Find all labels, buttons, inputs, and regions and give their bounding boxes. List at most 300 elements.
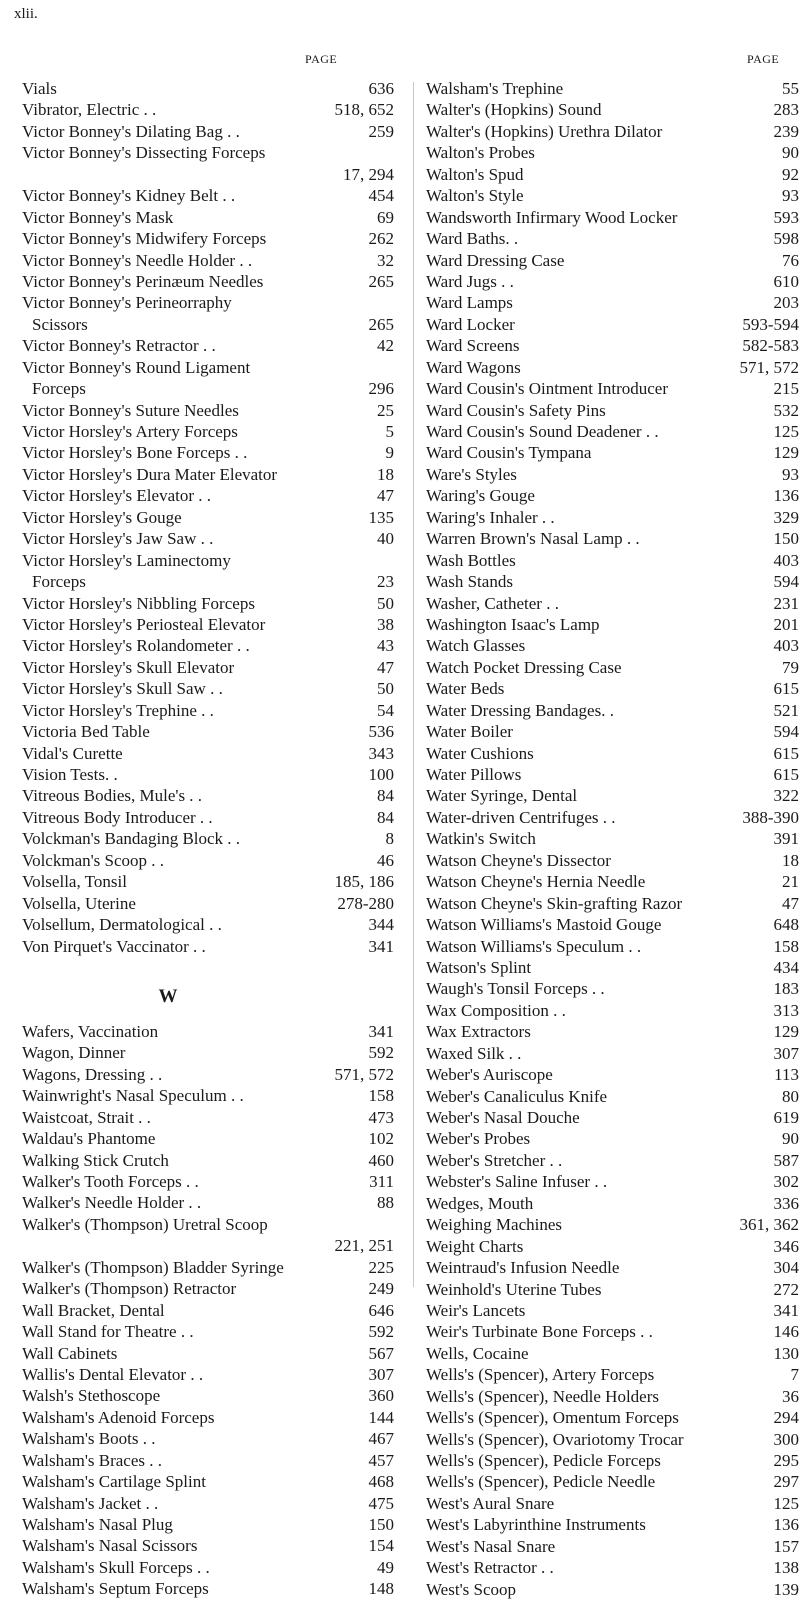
entry-name: Water Dressing Bandages. . — [426, 700, 614, 720]
index-entry — [22, 1321, 394, 1342]
index-entry — [22, 571, 394, 592]
entry-page-number: 475 — [368, 1493, 394, 1513]
index-entry — [22, 550, 394, 571]
index-entry — [22, 164, 394, 185]
entry-name: Walton's Style — [426, 186, 524, 206]
index-entry — [22, 1128, 394, 1149]
index-entry — [22, 721, 394, 742]
entry-name: Victor Horsley's Nibbling Forceps — [22, 593, 255, 613]
entry-page-number: 278-280 — [337, 893, 394, 913]
index-entry — [426, 893, 799, 914]
index-entry — [426, 1429, 799, 1450]
entry-page-number: 587 — [773, 1150, 799, 1170]
entry-page-number: 88 — [377, 1193, 394, 1213]
entry-name: Vibrator, Electric . . — [22, 100, 157, 120]
entry-name: Victor Bonney's Midwifery Forceps — [22, 229, 267, 249]
entry-name: Ward Cousin's Tympana — [426, 443, 592, 463]
entry-name: Vitreous Body Introducer . . — [22, 807, 213, 827]
entry-name: Waring's Gouge — [426, 486, 535, 506]
index-entry — [22, 442, 394, 463]
entry-page-number: 341 — [368, 1021, 394, 1041]
entry-name: Walsham's Skull Forceps . . — [22, 1557, 210, 1577]
entry-page-number: 139 — [773, 1579, 799, 1599]
entry-name: Warren Brown's Nasal Lamp . . — [426, 529, 640, 549]
entry-name: Vitreous Bodies, Mule's . . — [22, 786, 203, 806]
entry-page-number: 344 — [368, 915, 394, 935]
entry-name: West's Scoop — [426, 1579, 516, 1599]
entry-name: Ward Screens — [426, 336, 520, 356]
entry-page-number: 146 — [773, 1322, 799, 1342]
index-entry — [22, 764, 394, 785]
index-entry — [22, 207, 394, 228]
index-entry — [22, 1257, 394, 1278]
entry-name: Watson's Splint — [426, 957, 532, 977]
index-entry — [426, 721, 799, 742]
entry-name: Wagons, Dressing . . — [22, 1064, 163, 1084]
index-entry — [426, 1236, 799, 1257]
entry-name: Walsham's Cartilage Splint — [22, 1472, 206, 1492]
index-entry — [426, 1386, 799, 1407]
entry-name: Watch Glasses — [426, 636, 526, 656]
entry-page-number: 521 — [773, 700, 799, 720]
index-entry — [22, 314, 394, 335]
column-divider — [413, 82, 414, 1287]
entry-page-number: 300 — [773, 1429, 799, 1449]
index-entry — [426, 1193, 799, 1214]
entry-page-number: 307 — [368, 1364, 394, 1384]
entry-name: Wash Bottles — [426, 550, 516, 570]
left-index-column — [22, 78, 394, 1600]
entry-name: Wash Stands — [426, 572, 513, 592]
entry-page-number: 297 — [773, 1472, 799, 1492]
entry-page-number: 619 — [773, 1108, 799, 1127]
index-entry — [426, 335, 799, 356]
index-entry — [22, 1150, 394, 1171]
entry-name: Victor Horsley's Jaw Saw . . — [22, 529, 214, 549]
entry-name: Wells's (Spencer), Ovariotomy Trocar — [426, 1429, 684, 1449]
index-entry — [426, 764, 799, 785]
entry-page-number: 42 — [377, 336, 394, 356]
entry-name: Volckman's Scoop . . — [22, 850, 165, 870]
index-entry — [426, 1493, 799, 1514]
entry-name: Wandsworth Infirmary Wood Locker — [426, 207, 678, 227]
entry-name: Victor Horsley's Skull Saw . . — [22, 679, 223, 699]
entry-page-number: 158 — [773, 936, 799, 956]
entry-name: Wells's (Spencer), Needle Holders — [426, 1386, 660, 1406]
index-entry — [22, 1085, 394, 1106]
entry-page-number: 304 — [773, 1258, 799, 1278]
index-entry — [22, 700, 394, 721]
entry-name: Vision Tests. . — [22, 765, 118, 784]
index-entry — [22, 1107, 394, 1128]
entry-page-number: 148 — [368, 1579, 394, 1599]
index-entry — [426, 850, 799, 871]
index-entry — [426, 78, 799, 99]
entry-page-number: 138 — [773, 1558, 799, 1578]
entry-name: Victor Bonney's Perinæum Needles — [22, 271, 264, 291]
index-entry — [426, 1514, 799, 1535]
left-entry-list — [22, 78, 394, 957]
index-entry — [22, 485, 394, 506]
entry-page-number: 55 — [782, 79, 799, 98]
entry-name: Victor Bonney's Round Ligament — [22, 357, 251, 377]
entry-name: Waxed Silk . . — [426, 1043, 522, 1063]
entry-name: West's Retractor . . — [426, 1558, 554, 1578]
index-entry — [22, 1557, 394, 1578]
index-entry — [426, 828, 799, 849]
index-entry — [22, 614, 394, 635]
entry-page-number: 136 — [773, 1515, 799, 1535]
entry-name: Walsham's Nasal Scissors — [22, 1536, 198, 1556]
entry-name: Watson Cheyne's Dissector — [426, 850, 611, 870]
index-entry — [426, 678, 799, 699]
index-entry — [426, 593, 799, 614]
entry-name: Weighing Machines — [426, 1215, 563, 1235]
entry-name: Walsham's Braces . . — [22, 1450, 163, 1470]
entry-page-number: 8 — [385, 829, 394, 849]
index-entry — [426, 357, 799, 378]
entry-page-number: 135 — [368, 507, 394, 527]
entry-name: Ward Cousin's Safety Pins — [426, 400, 606, 420]
entry-page-number: 231 — [773, 593, 799, 613]
entry-page-number: 47 — [377, 486, 394, 506]
entry-page-number: 434 — [773, 957, 799, 977]
entry-page-number: 201 — [773, 614, 799, 634]
index-entry — [426, 421, 799, 442]
entry-name: Victoria Bed Table — [22, 722, 150, 742]
entry-page-number: 102 — [368, 1129, 394, 1149]
entry-name: Watson Cheyne's Skin-grafting Razor — [426, 893, 683, 913]
entry-page-number: 460 — [368, 1150, 394, 1170]
entry-page-number: 136 — [773, 486, 799, 506]
entry-name: Victor Bonney's Suture Needles — [22, 400, 239, 420]
entry-page-number: 610 — [773, 271, 799, 291]
entry-name: Weir's Lancets — [426, 1300, 526, 1320]
entry-page-number: 467 — [368, 1429, 394, 1449]
entry-name: Wall Cabinets — [22, 1343, 118, 1363]
index-entry — [22, 78, 394, 99]
entry-name: Victor Horsley's Dura Mater Elevator — [22, 464, 278, 484]
entry-name: Forceps — [32, 572, 86, 592]
entry-page-number: 92 — [782, 164, 799, 184]
entry-page-number: 43 — [377, 636, 394, 656]
entry-page-number: 150 — [368, 1515, 394, 1534]
entry-name: Scissors — [32, 314, 88, 334]
entry-page-number: 49 — [377, 1557, 394, 1577]
entry-page-number: 582-583 — [742, 336, 799, 356]
entry-name: Volckman's Bandaging Block . . — [22, 829, 241, 849]
index-entry — [426, 1300, 799, 1321]
entry-name: Walker's Tooth Forceps . . — [22, 1172, 199, 1191]
index-entry — [426, 1021, 799, 1042]
entry-name: Wells's (Spencer), Omentum Forceps — [426, 1408, 679, 1428]
entry-page-number: 76 — [782, 250, 799, 270]
entry-name: Ward Wagons — [426, 357, 521, 377]
index-entry — [426, 957, 799, 978]
entry-name: Victor Horsley's Bone Forceps . . — [22, 443, 248, 463]
entry-page-number: 361, 362 — [739, 1215, 799, 1235]
entry-page-number: 93 — [782, 464, 799, 484]
index-entry — [22, 142, 394, 163]
entry-page-number: 313 — [773, 1000, 799, 1020]
index-entry — [22, 250, 394, 271]
entry-name: Victor Horsley's Gouge — [22, 507, 182, 527]
entry-name: Water-driven Centrifuges . . — [426, 807, 616, 827]
entry-name: Wall Stand for Theatre . . — [22, 1322, 194, 1342]
index-entry — [22, 185, 394, 206]
entry-name: Von Pirquet's Vaccinator . . — [22, 936, 206, 956]
index-entry — [426, 442, 799, 463]
entry-name: Ward Cousin's Sound Deadener . . — [426, 422, 659, 441]
index-entry — [22, 335, 394, 356]
entry-page-number: 391 — [773, 829, 799, 849]
index-entry — [426, 914, 799, 935]
index-entry — [426, 871, 799, 892]
entry-name: Weber's Probes — [426, 1129, 531, 1149]
entry-name: Walsham's Adenoid Forceps — [22, 1407, 215, 1427]
index-entry — [22, 1578, 394, 1599]
index-entry — [22, 1064, 394, 1085]
index-entry — [22, 657, 394, 678]
entry-name: Ward Lamps — [426, 293, 513, 313]
index-entry — [426, 1086, 799, 1107]
entry-page-number: 50 — [377, 593, 394, 613]
entry-page-number: 239 — [773, 121, 799, 141]
index-entry — [22, 635, 394, 656]
entry-page-number: 468 — [368, 1472, 394, 1492]
index-entry — [22, 936, 394, 957]
entry-page-number: 79 — [782, 657, 799, 677]
entry-name: Volsella, Tonsil — [22, 872, 127, 892]
index-entry — [426, 1150, 799, 1171]
entry-name: Walter's (Hopkins) Sound — [426, 100, 602, 120]
index-entry — [426, 785, 799, 806]
index-entry — [426, 1128, 799, 1149]
index-entry — [426, 700, 799, 721]
index-entry — [22, 228, 394, 249]
entry-page-number: 125 — [773, 422, 799, 441]
entry-page-number: 567 — [368, 1343, 394, 1363]
entry-page-number: 473 — [368, 1107, 394, 1127]
index-entry — [22, 1235, 394, 1256]
entry-name: Walsham's Trephine — [426, 79, 564, 98]
entry-name: Walter's (Hopkins) Urethra Dilator — [426, 121, 663, 141]
left-w-entry-list — [22, 1021, 394, 1600]
index-entry — [426, 1171, 799, 1192]
index-entry — [426, 314, 799, 335]
entry-page-number: 7 — [790, 1365, 799, 1385]
entry-page-number: 158 — [368, 1086, 394, 1106]
entry-page-number: 296 — [368, 379, 394, 399]
entry-name: Victor Horsley's Rolandometer . . — [22, 636, 250, 656]
entry-page-number: 403 — [773, 636, 799, 656]
entry-name: Victor Horsley's Periosteal Elevator — [22, 614, 266, 634]
index-entry — [426, 1214, 799, 1235]
entry-name: Wells, Cocaine — [426, 1343, 529, 1363]
entry-page-number: 295 — [773, 1451, 799, 1470]
left-column-page-label: PAGE — [305, 52, 338, 66]
index-entry — [22, 1535, 394, 1556]
entry-name: Weber's Auriscope — [426, 1065, 553, 1085]
entry-page-number: 203 — [773, 293, 799, 313]
index-entry — [426, 99, 799, 120]
index-entry — [426, 1343, 799, 1364]
index-entry — [426, 228, 799, 249]
entry-page-number: 69 — [377, 207, 394, 227]
index-entry — [426, 550, 799, 571]
entry-name: Walsham's Nasal Plug — [22, 1515, 173, 1534]
index-entry — [426, 164, 799, 185]
entry-page-number: 47 — [782, 893, 799, 913]
entry-name: Wagon, Dinner — [22, 1043, 126, 1063]
entry-name: Victor Bonney's Perineorraphy — [22, 293, 232, 313]
entry-page-number: 25 — [377, 400, 394, 420]
entry-page-number: 249 — [368, 1279, 394, 1299]
entry-name: Wedges, Mouth — [426, 1193, 534, 1213]
entry-page-number: 21 — [782, 872, 799, 892]
index-entry — [426, 292, 799, 313]
entry-name: Walker's (Thompson) Bladder Syringe — [22, 1257, 284, 1277]
entry-page-number: 294 — [773, 1408, 799, 1428]
entry-name: Victor Horsley's Elevator . . — [22, 486, 211, 506]
entry-name: Victor Horsley's Laminectomy — [22, 550, 231, 570]
entry-name: Watson Williams's Mastoid Gouge — [426, 915, 662, 935]
index-entry — [22, 378, 394, 399]
index-entry — [426, 485, 799, 506]
entry-name: Ward Jugs . . — [426, 271, 514, 291]
entry-page-number: 40 — [377, 529, 394, 549]
index-entry — [22, 1021, 394, 1042]
entry-name: Walsham's Septum Forceps — [22, 1579, 209, 1599]
entry-page-number: 90 — [782, 143, 799, 163]
index-entry — [426, 657, 799, 678]
entry-page-number: 615 — [773, 679, 799, 699]
entry-page-number: 18 — [377, 464, 394, 484]
entry-name: Victor Horsley's Skull Elevator — [22, 657, 235, 677]
index-entry — [426, 635, 799, 656]
entry-name: Wells's (Spencer), Pedicle Needle — [426, 1472, 656, 1492]
right-entry-list — [426, 78, 799, 1600]
entry-name: Webster's Saline Infuser . . — [426, 1172, 608, 1192]
entry-page-number: 346 — [773, 1236, 799, 1256]
index-entry — [22, 678, 394, 699]
index-entry — [22, 464, 394, 485]
entry-page-number: 113 — [774, 1065, 799, 1085]
entry-page-number: 93 — [782, 186, 799, 206]
entry-name: Walton's Probes — [426, 143, 535, 163]
entry-name: Victor Bonney's Retractor . . — [22, 336, 216, 356]
entry-name: Watch Pocket Dressing Case — [426, 657, 622, 677]
index-entry — [426, 185, 799, 206]
index-entry — [22, 99, 394, 120]
entry-name: Volsella, Uterine — [22, 893, 136, 913]
entry-name: Walker's (Thompson) Uretral Scoop — [22, 1214, 268, 1234]
entry-page-number: 130 — [773, 1343, 799, 1363]
index-entry — [22, 1428, 394, 1449]
entry-page-number: 592 — [368, 1322, 394, 1342]
entry-page-number: 80 — [782, 1086, 799, 1106]
entry-name: Vidal's Curette — [22, 743, 123, 763]
index-entry — [426, 142, 799, 163]
right-column-page-label: PAGE — [747, 52, 780, 66]
entry-name: Forceps — [32, 379, 86, 399]
entry-name: Water Pillows — [426, 765, 522, 784]
entry-page-number: 23 — [377, 572, 394, 592]
entry-name: Wells's (Spencer), Pedicle Forceps — [426, 1451, 661, 1470]
entry-page-number: 593-594 — [742, 314, 799, 334]
index-entry — [22, 1450, 394, 1471]
entry-name: Waldau's Phantome — [22, 1129, 156, 1149]
entry-page-number: 183 — [773, 979, 799, 999]
index-entry — [22, 1042, 394, 1063]
entry-page-number: 646 — [368, 1300, 394, 1320]
entry-page-number: 536 — [368, 722, 394, 742]
entry-page-number: 329 — [773, 507, 799, 527]
index-entry — [426, 1557, 799, 1578]
entry-name: Ware's Styles — [426, 464, 517, 484]
index-entry — [22, 743, 394, 764]
index-entry — [22, 1514, 394, 1535]
index-entry — [426, 1450, 799, 1471]
index-entry — [426, 1257, 799, 1278]
index-entry — [426, 250, 799, 271]
entry-page-number: 388-390 — [742, 807, 799, 827]
index-entry — [426, 1471, 799, 1492]
index-entry — [22, 1471, 394, 1492]
entry-name: Watson Williams's Speculum . . — [426, 936, 642, 956]
entry-page-number: 47 — [377, 657, 394, 677]
index-entry — [22, 1364, 394, 1385]
entry-name: Victor Bonney's Dilating Bag . . — [22, 121, 240, 141]
entry-page-number: 594 — [773, 572, 799, 592]
entry-page-number: 18 — [782, 850, 799, 870]
entry-page-number: 50 — [377, 679, 394, 699]
index-entry — [22, 593, 394, 614]
entry-page-number: 341 — [368, 936, 394, 956]
entry-page-number: 594 — [773, 722, 799, 742]
entry-name: West's Labyrinthine Instruments — [426, 1515, 646, 1535]
entry-page-number: 336 — [773, 1193, 799, 1213]
index-entry — [22, 850, 394, 871]
entry-page-number: 9 — [385, 443, 394, 463]
index-entry — [22, 1407, 394, 1428]
entry-name: Victor Bonney's Dissecting Forceps — [22, 143, 266, 163]
entry-page-number: 129 — [773, 443, 799, 463]
index-entry — [426, 1000, 799, 1021]
index-entry — [22, 292, 394, 313]
entry-name: Victor Bonney's Mask — [22, 207, 174, 227]
entry-name: Water Cushions — [426, 743, 534, 763]
index-entry — [22, 785, 394, 806]
entry-page-number: 272 — [773, 1279, 799, 1299]
entry-name: Waring's Inhaler . . — [426, 507, 555, 527]
index-entry — [426, 1407, 799, 1428]
entry-page-number: 302 — [773, 1172, 799, 1192]
entry-name: Ward Locker — [426, 314, 515, 334]
index-entry — [426, 1107, 799, 1128]
entry-name: Victor Bonney's Needle Holder . . — [22, 250, 253, 270]
index-entry — [426, 207, 799, 228]
entry-page-number: 593 — [773, 207, 799, 227]
index-entry — [426, 121, 799, 142]
entry-name: Wax Extractors — [426, 1022, 531, 1042]
index-entry — [426, 1279, 799, 1300]
entry-name: Walsham's Jacket . . — [22, 1493, 159, 1513]
entry-name: Weight Charts — [426, 1236, 524, 1256]
right-index-column — [426, 78, 799, 1600]
entry-name: Wax Composition . . — [426, 1000, 566, 1020]
index-entry — [22, 121, 394, 142]
